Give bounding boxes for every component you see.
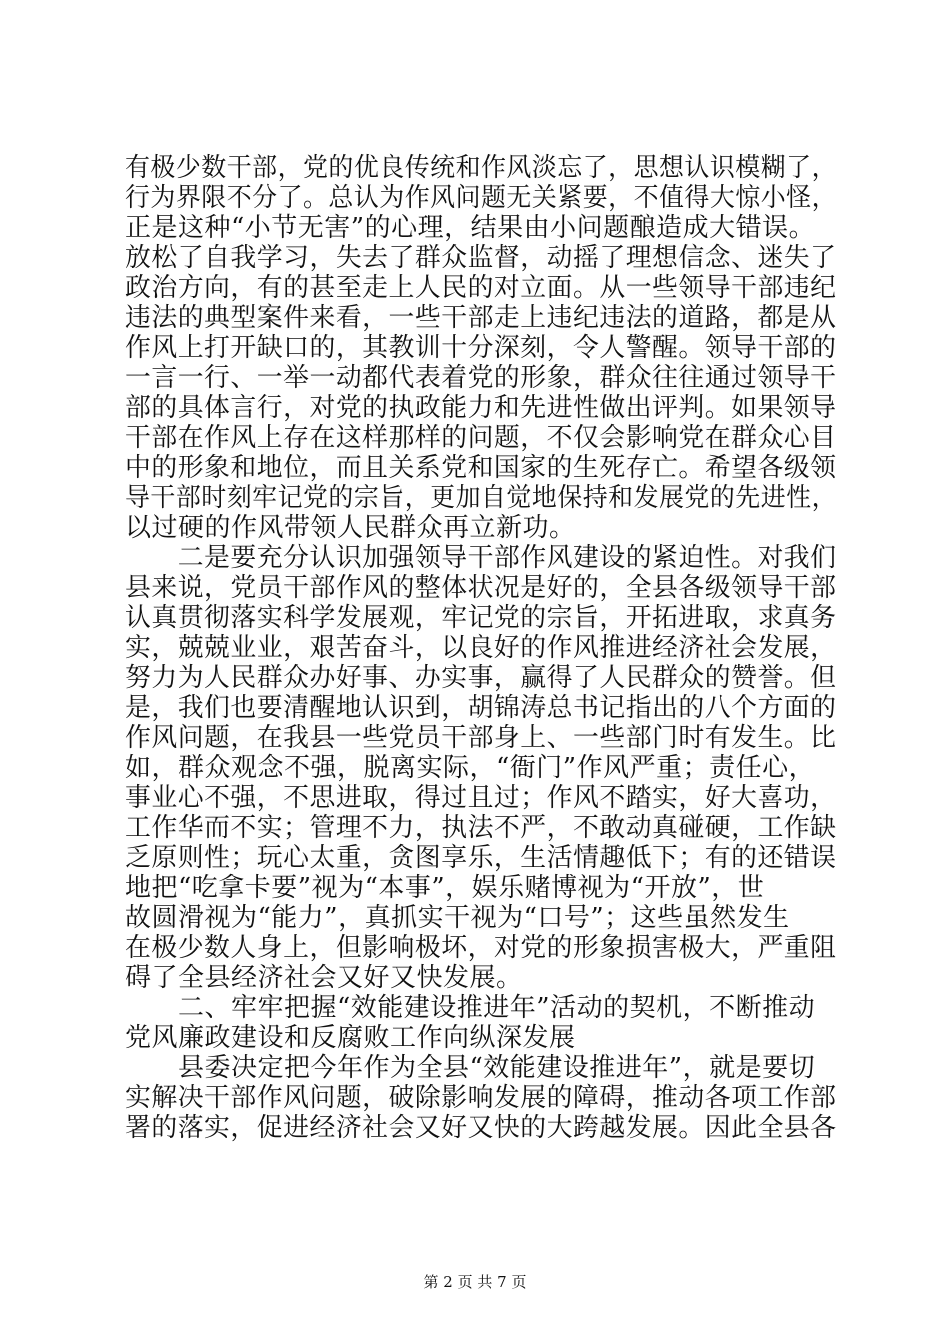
body-text-line: 行为界限不分了。总认为作风问题无关紧要，不值得大惊小怪， [125,183,838,213]
body-text-line: 中的形象和地位，而且关系党和国家的生死存亡。希望各级领 [125,453,837,483]
body-text-line: 导干部时刻牢记党的宗旨，更加自觉地保持和发展党的先进性， [125,483,838,513]
body-text-line: 违法的典型案件来看，一些干部走上违纪违法的道路，都是从 [125,303,837,333]
body-text-line: 干部在作风上存在这样那样的问题，不仅会影响党在群众心目 [125,423,837,453]
body-text-line: 以过硬的作风带领人民群众再立新功。 [125,513,576,543]
body-text-line: 县来说，党员干部作风的整体状况是好的，全县各级领导干部 [125,573,837,603]
body-text-line: 部的具体言行，对党的执政能力和先进性做出评判。如果领导 [125,393,837,423]
body-text-line: 署的落实，促进经济社会又好又快的大跨越发展。因此全县各 [125,1113,837,1143]
body-text-line: 认真贯彻落实科学发展观，牢记党的宗旨，开拓进取，求真务 [125,603,837,633]
page-number-footer: 第 2 页 共 7 页 [423,1273,527,1291]
body-text-line: 正是这种“小节无害”的心理，结果由小问题酿造成大错误。 [125,213,816,243]
body-text-line: 实，兢兢业业，艰苦奋斗，以良好的作风推进经济社会发展， [125,633,837,663]
body-text-line: 故圆滑视为“能力”，真抓实干视为“口号”；这些虽然发生 [125,903,790,933]
body-text-line: 地把“吃拿卡要”视为“本事”，娱乐赌博视为“开放”，世 [125,873,765,903]
document-body [125,153,838,1143]
body-text-line: 放松了自我学习，失去了群众监督，动摇了理想信念、迷失了 [125,243,837,273]
body-text-line: 碍了全县经济社会又好又快发展。 [125,963,523,993]
body-text-line: 有极少数干部，党的优良传统和作风淡忘了，思想认识模糊了， [125,153,838,183]
body-text-line: 乏原则性；玩心太重，贪图享乐，生活情趣低下；有的还错误 [125,843,837,873]
body-text-line: 一言一行、一举一动都代表着党的形象，群众往往通过领导干 [125,363,837,393]
body-text-line: 政治方向，有的甚至走上人民的对立面。从一些领导干部违纪 [125,273,837,303]
body-text-line: 如，群众观念不强，脱离实际，“衙门”作风严重；责任心， [125,753,816,783]
body-text-line: 工作华而不实；管理不力，执法不严，不敢动真碰硬，工作缺 [125,813,837,843]
body-text-line: 二是要充分认识加强领导干部作风建设的紧迫性。对我们 [125,543,837,573]
body-text-line: 努力为人民群众办好事、办实事，赢得了人民群众的赞誉。但 [125,663,837,693]
section-heading-line: 二、牢牢把握“效能建设推进年”活动的契机，不断推动 [125,993,816,1023]
body-text-line: 是，我们也要清醒地认识到，胡锦涛总书记指出的八个方面的 [125,693,837,723]
body-text-line: 作风问题，在我县一些党员干部身上、一些部门时有发生。比 [125,723,837,753]
body-text-line: 县委决定把今年作为全县“效能建设推进年”，就是要切 [125,1053,816,1083]
body-text-line: 作风上打开缺口的，其教训十分深刻，令人警醒。领导干部的 [125,333,837,363]
body-text-line: 在极少数人身上，但影响极坏，对党的形象损害极大，严重阻 [125,933,837,963]
body-text-line: 事业心不强，不思进取，得过且过；作风不踏实，好大喜功， [125,783,837,813]
section-heading-line: 党风廉政建设和反腐败工作向纵深发展 [125,1023,576,1053]
body-text-line: 实解决干部作风问题，破除影响发展的障碍，推动各项工作部 [125,1083,837,1113]
